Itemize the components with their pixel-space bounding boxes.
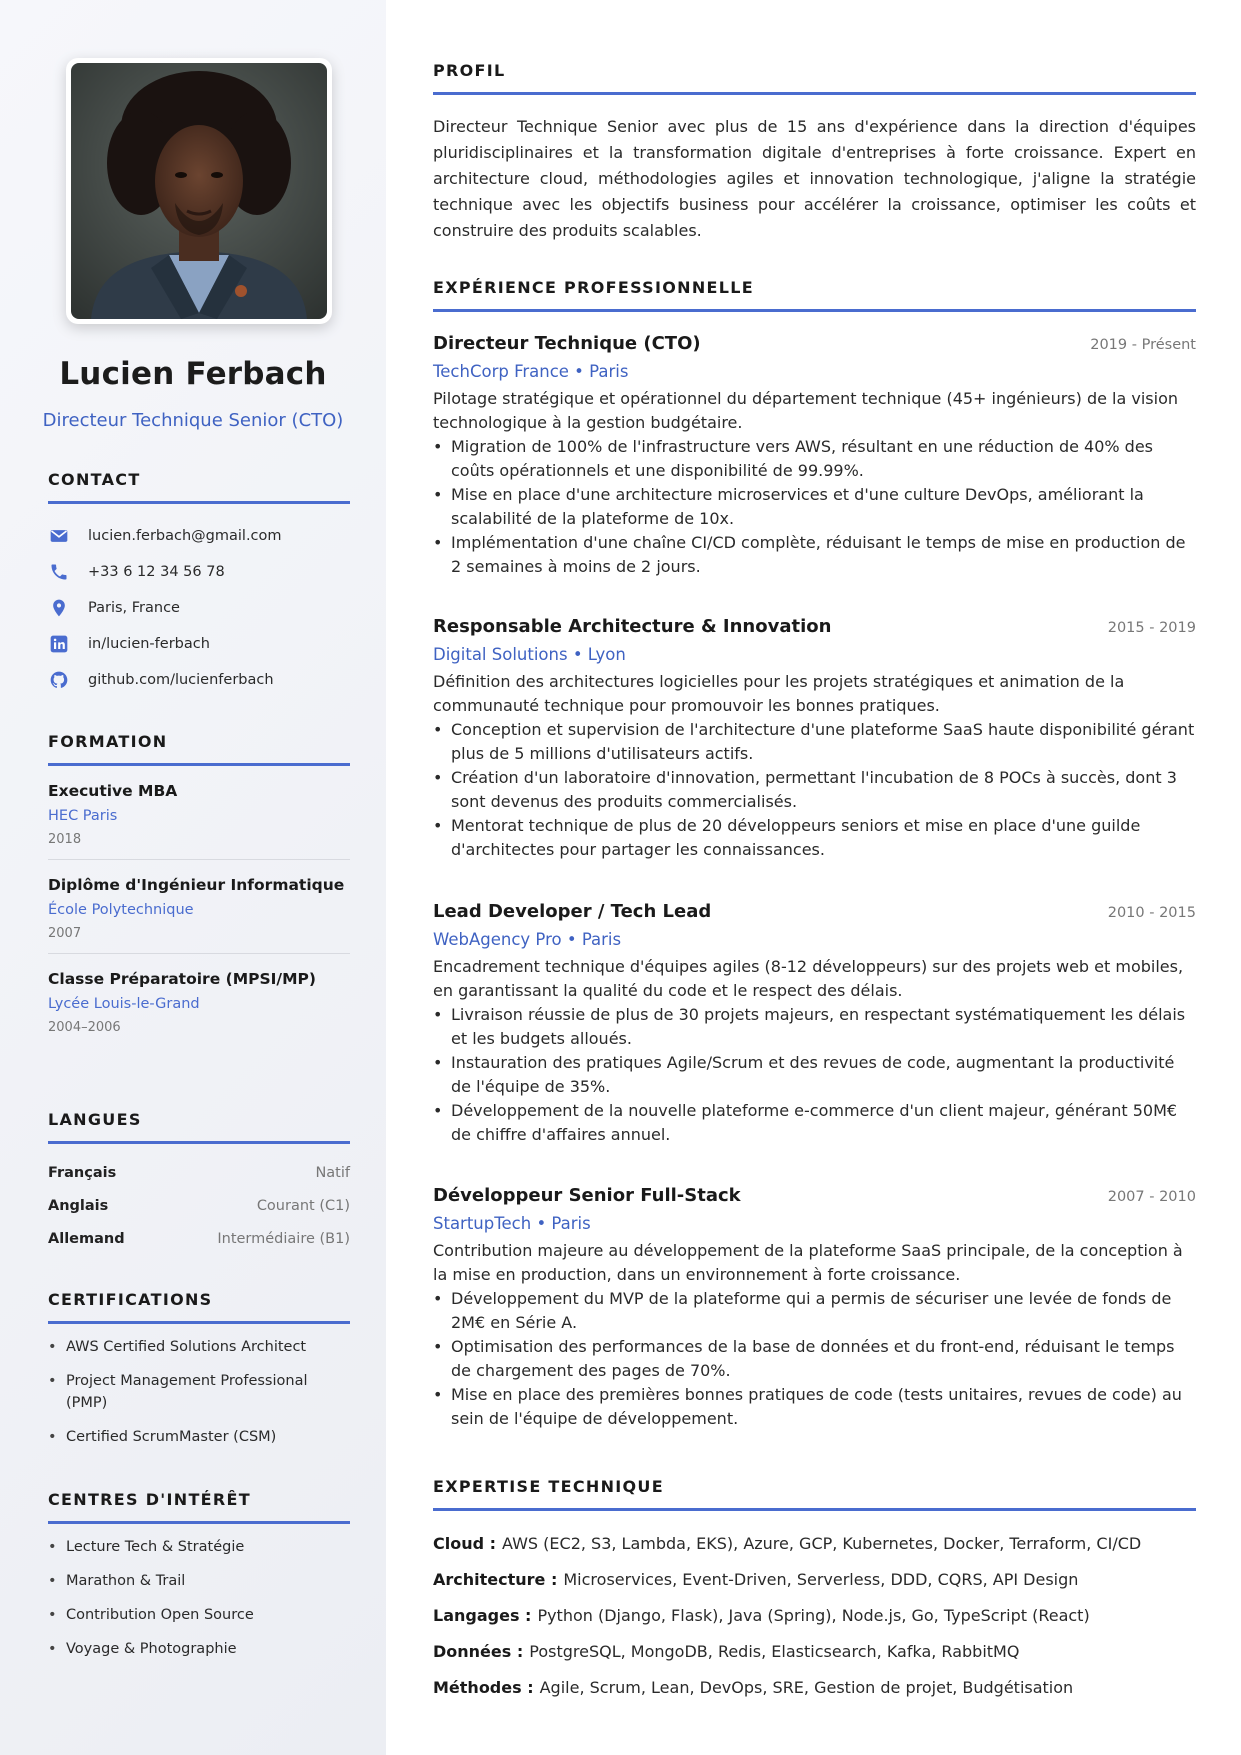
education-degree: Classe Préparatoire (MPSI/MP) (48, 970, 316, 988)
skill-row (433, 1561, 1196, 1597)
skill-label: Données : (433, 1641, 524, 1661)
job-bullet: • Mise en place d'une architecture microservices et d'une culture DevOps, améliorant la scalabilité de la plateforme de 10x. (433, 483, 1196, 531)
language-row (48, 1189, 350, 1222)
skill-value: Python (Django, Flask), Java (Spring), Node.js, Go, TypeScript (React) (537, 1605, 1090, 1625)
job-description: Pilotage stratégique et opérationnel du département technique (45+ ingénieurs) de la vision technologique à la gestion budgétaire. (433, 389, 1178, 432)
job-bullet: • Optimisation des performances de la base de données et du front-end, réduisant le temps de chargement des pages de 70%. (433, 1335, 1196, 1383)
contact-email[interactable] (48, 518, 350, 554)
skill-value: Microservices, Event-Driven, Serverless, DDD, CQRS, API Design (563, 1569, 1079, 1589)
skill-value: AWS (EC2, S3, Lambda, EKS), Azure, GCP, Kubernetes, Docker, Terraform, CI/CD (502, 1533, 1142, 1553)
language-level: Courant (C1) (256, 1197, 350, 1214)
profile-photo-frame (66, 58, 332, 324)
interest-item: • Marathon & Trail (48, 1570, 350, 1592)
interest-item: • Contribution Open Source (48, 1604, 350, 1626)
education-item (48, 860, 350, 954)
experience-heading: EXPÉRIENCE PROFESSIONNELLE (433, 278, 1196, 312)
education-school: HEC Paris (48, 808, 118, 824)
profile-photo (71, 63, 327, 319)
skill-label: Cloud : (433, 1533, 497, 1553)
certifications-section (48, 1290, 350, 1460)
profile-section (433, 61, 1196, 244)
contact-section (48, 470, 350, 698)
contact-phone[interactable] (48, 554, 350, 590)
education-year: 2004–2006 (48, 1020, 121, 1035)
education-school: École Polytechnique (48, 902, 194, 918)
profile-heading: PROFIL (433, 61, 1196, 95)
job-title: Responsable Architecture & Innovation (433, 616, 832, 637)
education-item (48, 954, 350, 1047)
job-entry (433, 1185, 1196, 1431)
interest-item: • Voyage & Photographie (48, 1638, 350, 1660)
formation-section (48, 732, 350, 1047)
job-dates: 2019 - Présent (1090, 337, 1196, 353)
language-level: Intermédiaire (B1) (217, 1230, 350, 1247)
interest-item: • Lecture Tech & Stratégie (48, 1536, 350, 1558)
skill-label: Architecture : (433, 1569, 558, 1589)
language-level: Natif (315, 1164, 350, 1181)
job-bullet: • Création d'un laboratoire d'innovation, permettant l'incubation de 8 POCs à succès, dont 3 sont devenus des produits commercialisés. (433, 766, 1196, 814)
phone-icon (48, 561, 70, 583)
skill-label: Langages : (433, 1605, 532, 1625)
experience-section (433, 278, 1196, 312)
contact-github-text: github.com/lucienferbach (88, 672, 274, 688)
contact-location-text: Paris, France (88, 600, 180, 616)
job-bullet: • Mentorat technique de plus de 20 développeurs seniors et mise en place d'une guilde d'architectes pour partager les connaissances. (433, 814, 1196, 862)
certifications-heading: CERTIFICATIONS (48, 1290, 350, 1324)
certification-item: • Project Management Professional (PMP) (48, 1370, 350, 1414)
job-bullet: • Conception et supervision de l'architecture d'une plateforme SaaS haute disponibilité gérant plus de 5 millions d'utilisateurs actifs. (433, 718, 1196, 766)
linkedin-icon (48, 633, 70, 655)
contact-email-text: lucien.ferbach@gmail.com (88, 528, 282, 544)
skill-row (433, 1633, 1196, 1669)
job-entry (433, 333, 1196, 579)
interests-section (48, 1490, 350, 1672)
profile-text: Directeur Technique Senior avec plus de 15 ans d'expérience dans la direction d'équipes pluridisciplinaires et la transformation digitale d'entreprises à forte croissance. Expert en architecture cloud, méthodologies agiles et innovation technologique, j'aligne la stratégie technique avec les objectifs business pour accélérer la croissance, optimiser les coûts et construire des produits scalables. (433, 117, 1196, 240)
job-description: Contribution majeure au développement de la plateforme SaaS principale, de la conception à la mise en production, dans un environnement à forte croissance. (433, 1241, 1183, 1284)
contact-location (48, 590, 350, 626)
job-description: Définition des architectures logicielles pour les projets stratégiques et animation de la communauté technique pour promouvoir les bonnes pratiques. (433, 672, 1125, 715)
job-company: WebAgency Pro • Paris (433, 930, 622, 949)
email-icon (48, 525, 70, 547)
contact-linkedin[interactable] (48, 626, 350, 662)
interests-heading: CENTRES D'INTÉRÊT (48, 1490, 350, 1524)
language-name: Anglais (48, 1197, 109, 1214)
expertise-section (433, 1477, 1196, 1705)
job-bullet: • Migration de 100% de l'infrastructure vers AWS, résultant en une réduction de 40% des coûts opérationnels et une disponibilité de 99.99%. (433, 435, 1196, 483)
language-row (48, 1222, 350, 1255)
job-bullet: • Développement du MVP de la plateforme qui a permis de sécuriser une levée de fonds de 2M€ en Série A. (433, 1287, 1196, 1335)
github-icon (48, 669, 70, 691)
job-bullet: • Mise en place des premières bonnes pratiques de code (tests unitaires, revues de code) au sein de l'équipe de développement. (433, 1383, 1196, 1431)
skill-row (433, 1669, 1196, 1705)
education-degree: Diplôme d'Ingénieur Informatique (48, 876, 345, 894)
job-bullet: • Instauration des pratiques Agile/Scrum et des revues de code, augmentant la productivité de l'équipe de 35%. (433, 1051, 1196, 1099)
education-year: 2007 (48, 926, 82, 941)
job-description: Encadrement technique d'équipes agiles (8-12 développeurs) sur des projets web et mobiles, en garantissant la qualité du code et le respect des délais. (433, 957, 1184, 1000)
contact-heading: CONTACT (48, 470, 350, 504)
job-dates: 2010 - 2015 (1107, 905, 1196, 921)
job-entry (433, 616, 1196, 862)
skill-row (433, 1597, 1196, 1633)
language-name: Français (48, 1164, 117, 1181)
person-title: Directeur Technique Senior (CTO) (42, 410, 344, 431)
job-dates: 2015 - 2019 (1107, 620, 1196, 636)
education-item (48, 766, 350, 860)
job-company: Digital Solutions • Lyon (433, 645, 626, 664)
contact-phone-text: +33 6 12 34 56 78 (88, 564, 225, 580)
langues-heading: LANGUES (48, 1110, 350, 1144)
sidebar (0, 0, 386, 1755)
contact-github[interactable] (48, 662, 350, 698)
formation-heading: FORMATION (48, 732, 350, 766)
language-name: Allemand (48, 1230, 125, 1247)
job-title: Directeur Technique (CTO) (433, 333, 701, 354)
certification-item: • AWS Certified Solutions Architect (48, 1336, 350, 1358)
location-icon (48, 597, 70, 619)
contact-linkedin-text: in/lucien-ferbach (88, 636, 210, 652)
skill-row (433, 1525, 1196, 1561)
education-school: Lycée Louis-le-Grand (48, 996, 200, 1012)
certification-item: • Certified ScrumMaster (CSM) (48, 1426, 350, 1448)
education-degree: Executive MBA (48, 782, 178, 800)
job-entry (433, 901, 1196, 1147)
job-bullet: • Livraison réussie de plus de 30 projets majeurs, en respectant systématiquement les délais et les budgets alloués. (433, 1003, 1196, 1051)
skill-label: Méthodes : (433, 1677, 534, 1697)
skill-value: PostgreSQL, MongoDB, Redis, Elasticsearch, Kafka, RabbitMQ (529, 1641, 1020, 1661)
skill-value: Agile, Scrum, Lean, DevOps, SRE, Gestion de projet, Budgétisation (539, 1677, 1074, 1697)
job-title: Développeur Senior Full-Stack (433, 1185, 741, 1206)
job-bullet: • Développement de la nouvelle plateforme e-commerce d'un client majeur, générant 50M€ de chiffre d'affaires annuel. (433, 1099, 1196, 1147)
person-name: Lucien Ferbach (59, 356, 327, 392)
language-row (48, 1156, 350, 1189)
job-company: TechCorp France • Paris (433, 362, 629, 381)
expertise-heading: EXPERTISE TECHNIQUE (433, 1477, 1196, 1511)
job-dates: 2007 - 2010 (1107, 1189, 1196, 1205)
job-title: Lead Developer / Tech Lead (433, 901, 712, 922)
langues-section (48, 1110, 350, 1255)
job-bullet: • Implémentation d'une chaîne CI/CD complète, réduisant le temps de mise en production de 2 semaines à moins de 2 jours. (433, 531, 1196, 579)
job-company: StartupTech • Paris (433, 1214, 591, 1233)
education-year: 2018 (48, 832, 82, 847)
